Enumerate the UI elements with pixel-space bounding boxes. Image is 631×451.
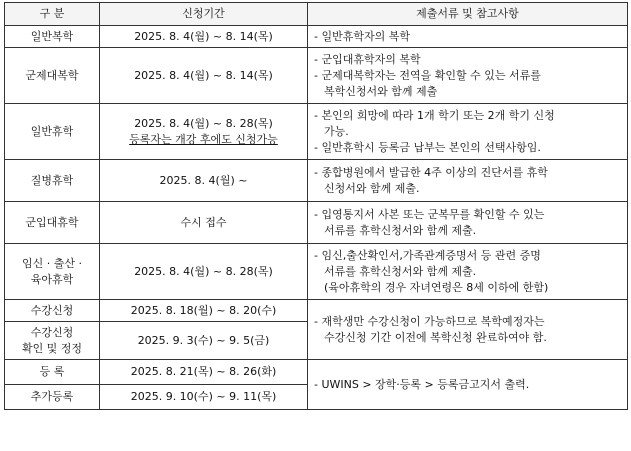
table-row [5,244,628,300]
header-notes: 제출서류 및 참고사항 [308,3,628,26]
row-notes [308,104,628,160]
table-row [5,104,628,160]
row-period: 2025. 8. 4(월) ~ 8. 28(목) [100,244,308,300]
table-row [5,160,628,202]
note-line: - 일반휴학자의 복학 [314,29,410,43]
note-line: - 군입대휴학자의 복학 [314,52,421,66]
row-category: 일반휴학 [5,104,100,160]
category-line: 임신 · 출산 · [22,256,82,270]
header-row [5,3,628,26]
note-line: - 입영통지서 사본 또는 군복무를 확인할 수 있는 [314,207,545,221]
row-category [5,244,100,300]
row-notes [308,48,628,104]
note-line: 서류를 휴학신청서와 함께 제출. [324,223,477,237]
row-notes [308,244,628,300]
row-category: 질병휴학 [5,160,100,202]
row-category: 일반복학 [5,26,100,48]
row-category: 군입대휴학 [5,202,100,244]
note-line: - 일반휴학시 등록금 납부는 본인의 선택사항임. [314,140,541,154]
table-row [5,360,628,385]
row-notes [308,202,628,244]
schedule-table [4,2,628,410]
row-category [5,322,100,360]
category-line: 육아휴학 [30,272,74,286]
row-period [100,104,308,160]
note-line: 서류를 휴학신청서와 함께 제출. [324,264,477,278]
row-category: 등 록 [5,360,100,385]
row-period: 2025. 8. 4(월) ~ [100,160,308,202]
note-line: - 군제대복학자는 전역을 확인할 수 있는 서류를 [314,68,541,82]
header-category: 구 분 [5,3,100,26]
row-period: 2025. 9. 3(수) ~ 9. 5(금) [100,322,308,360]
note-line: - 재학생만 수강신청이 가능하므로 복학예정자는 [314,314,545,328]
row-category: 수강신청 [5,300,100,322]
category-line: 확인 및 정정 [21,341,83,355]
header-period: 신청기간 [100,3,308,26]
table-row [5,26,628,48]
note-line: 가능. [324,124,349,138]
period-line: 2025. 8. 4(월) ~ 8. 28(목) [134,116,273,130]
note-line: 복학신청서와 함께 제출 [324,84,438,98]
row-notes [308,26,628,48]
category-line: 수강신청 [30,325,74,339]
row-category: 군제대복학 [5,48,100,104]
row-period: 2025. 9. 10(수) ~ 9. 11(목) [100,385,308,410]
shared-notes-payment [308,360,628,410]
row-period: 2025. 8. 4(월) ~ 8. 14(목) [100,48,308,104]
row-period: 2025. 8. 18(월) ~ 8. 20(수) [100,300,308,322]
note-line: (육아휴학의 경우 자녀연령은 8세 이하에 한함) [324,280,549,294]
table-row [5,48,628,104]
note-line: - UWINS > 장학·등록 > 등록금고지서 출력. [314,377,530,391]
note-line: 신청서와 함께 제출. [324,181,420,195]
period-subnote: 등록자는 개강 후에도 신청가능 [129,132,278,146]
row-period: 2025. 8. 4(월) ~ 8. 14(목) [100,26,308,48]
table-row [5,300,628,322]
shared-notes-course [308,300,628,360]
row-notes [308,160,628,202]
note-line: - 임신,출산확인서,가족관계증명서 등 관련 증명 [314,248,541,262]
note-line: - 본인의 희망에 따라 1개 학기 또는 2개 학기 신청 [314,108,555,122]
row-category: 추가등록 [5,385,100,410]
note-line: - 종합병원에서 발급한 4주 이상의 진단서를 휴학 [314,165,548,179]
note-line: 수강신청 기간 이전에 복학신청 완료하여야 함. [324,330,547,344]
row-period: 수시 접수 [100,202,308,244]
row-period: 2025. 8. 21(목) ~ 8. 26(화) [100,360,308,385]
table-row [5,202,628,244]
